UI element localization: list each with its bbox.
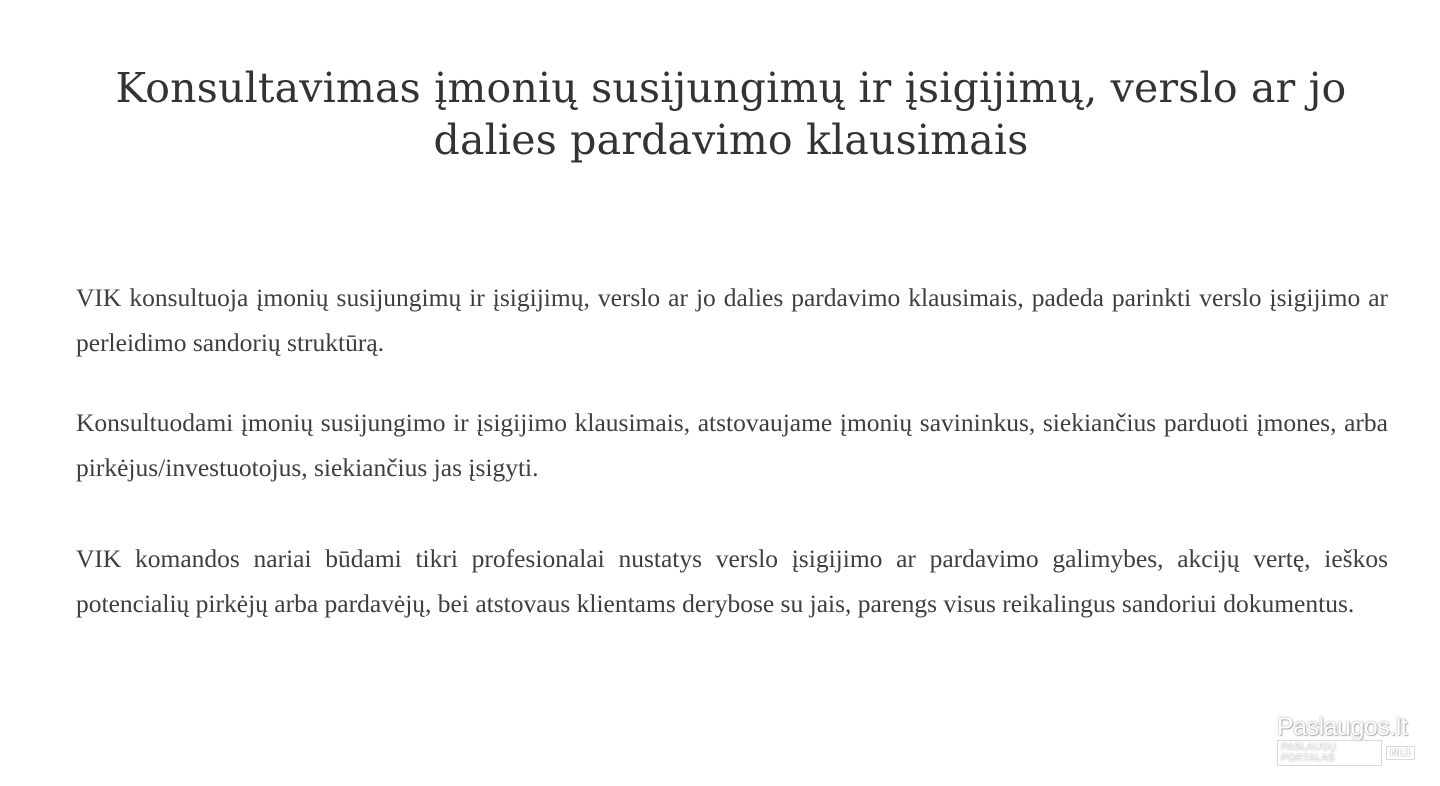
- watermark-tagline: PASLAUGŲ PORTALAS: [1277, 740, 1382, 766]
- paragraph-intro: VIK konsultuoja įmonių susijungimų ir įsigijimų, verslo ar jo dalies pardavimo klausimais, padeda parinkti verslo įsigijimo ar perleidimo sandorių struktūrą.: [76, 283, 1388, 357]
- paragraph-team: VIK komandos nariai būdami tikri profesionalai nustatys verslo įsigijimo ar pardavimo galimybes, akcijų vertę, ieškos potencialių pirkėjų arba pardavėjų, bei atstovaus klientams derybose su jais, parengs visus reikalingus sandoriui dokumentus.: [76, 544, 1388, 618]
- watermark-logo: [1275, 712, 1415, 764]
- watermark-rank-badge: Nr.1: [1386, 746, 1415, 760]
- watermark-subline: [1277, 741, 1415, 764]
- paragraph-representation: Konsultuodami įmonių susijungimo ir įsigijimo klausimais, atstovaujame įmonių savininkus, siekiančius parduoti įmones, arba pirkėjus/investuotojus, siekiančius jas įsigyti.: [76, 408, 1388, 482]
- watermark-brand: Paslaugos.lt: [1277, 713, 1408, 741]
- page-title: Konsultavimas įmonių susijungimų ir įsigijimų, verslo ar jo dalies pardavimo klausimais: [115, 64, 1347, 164]
